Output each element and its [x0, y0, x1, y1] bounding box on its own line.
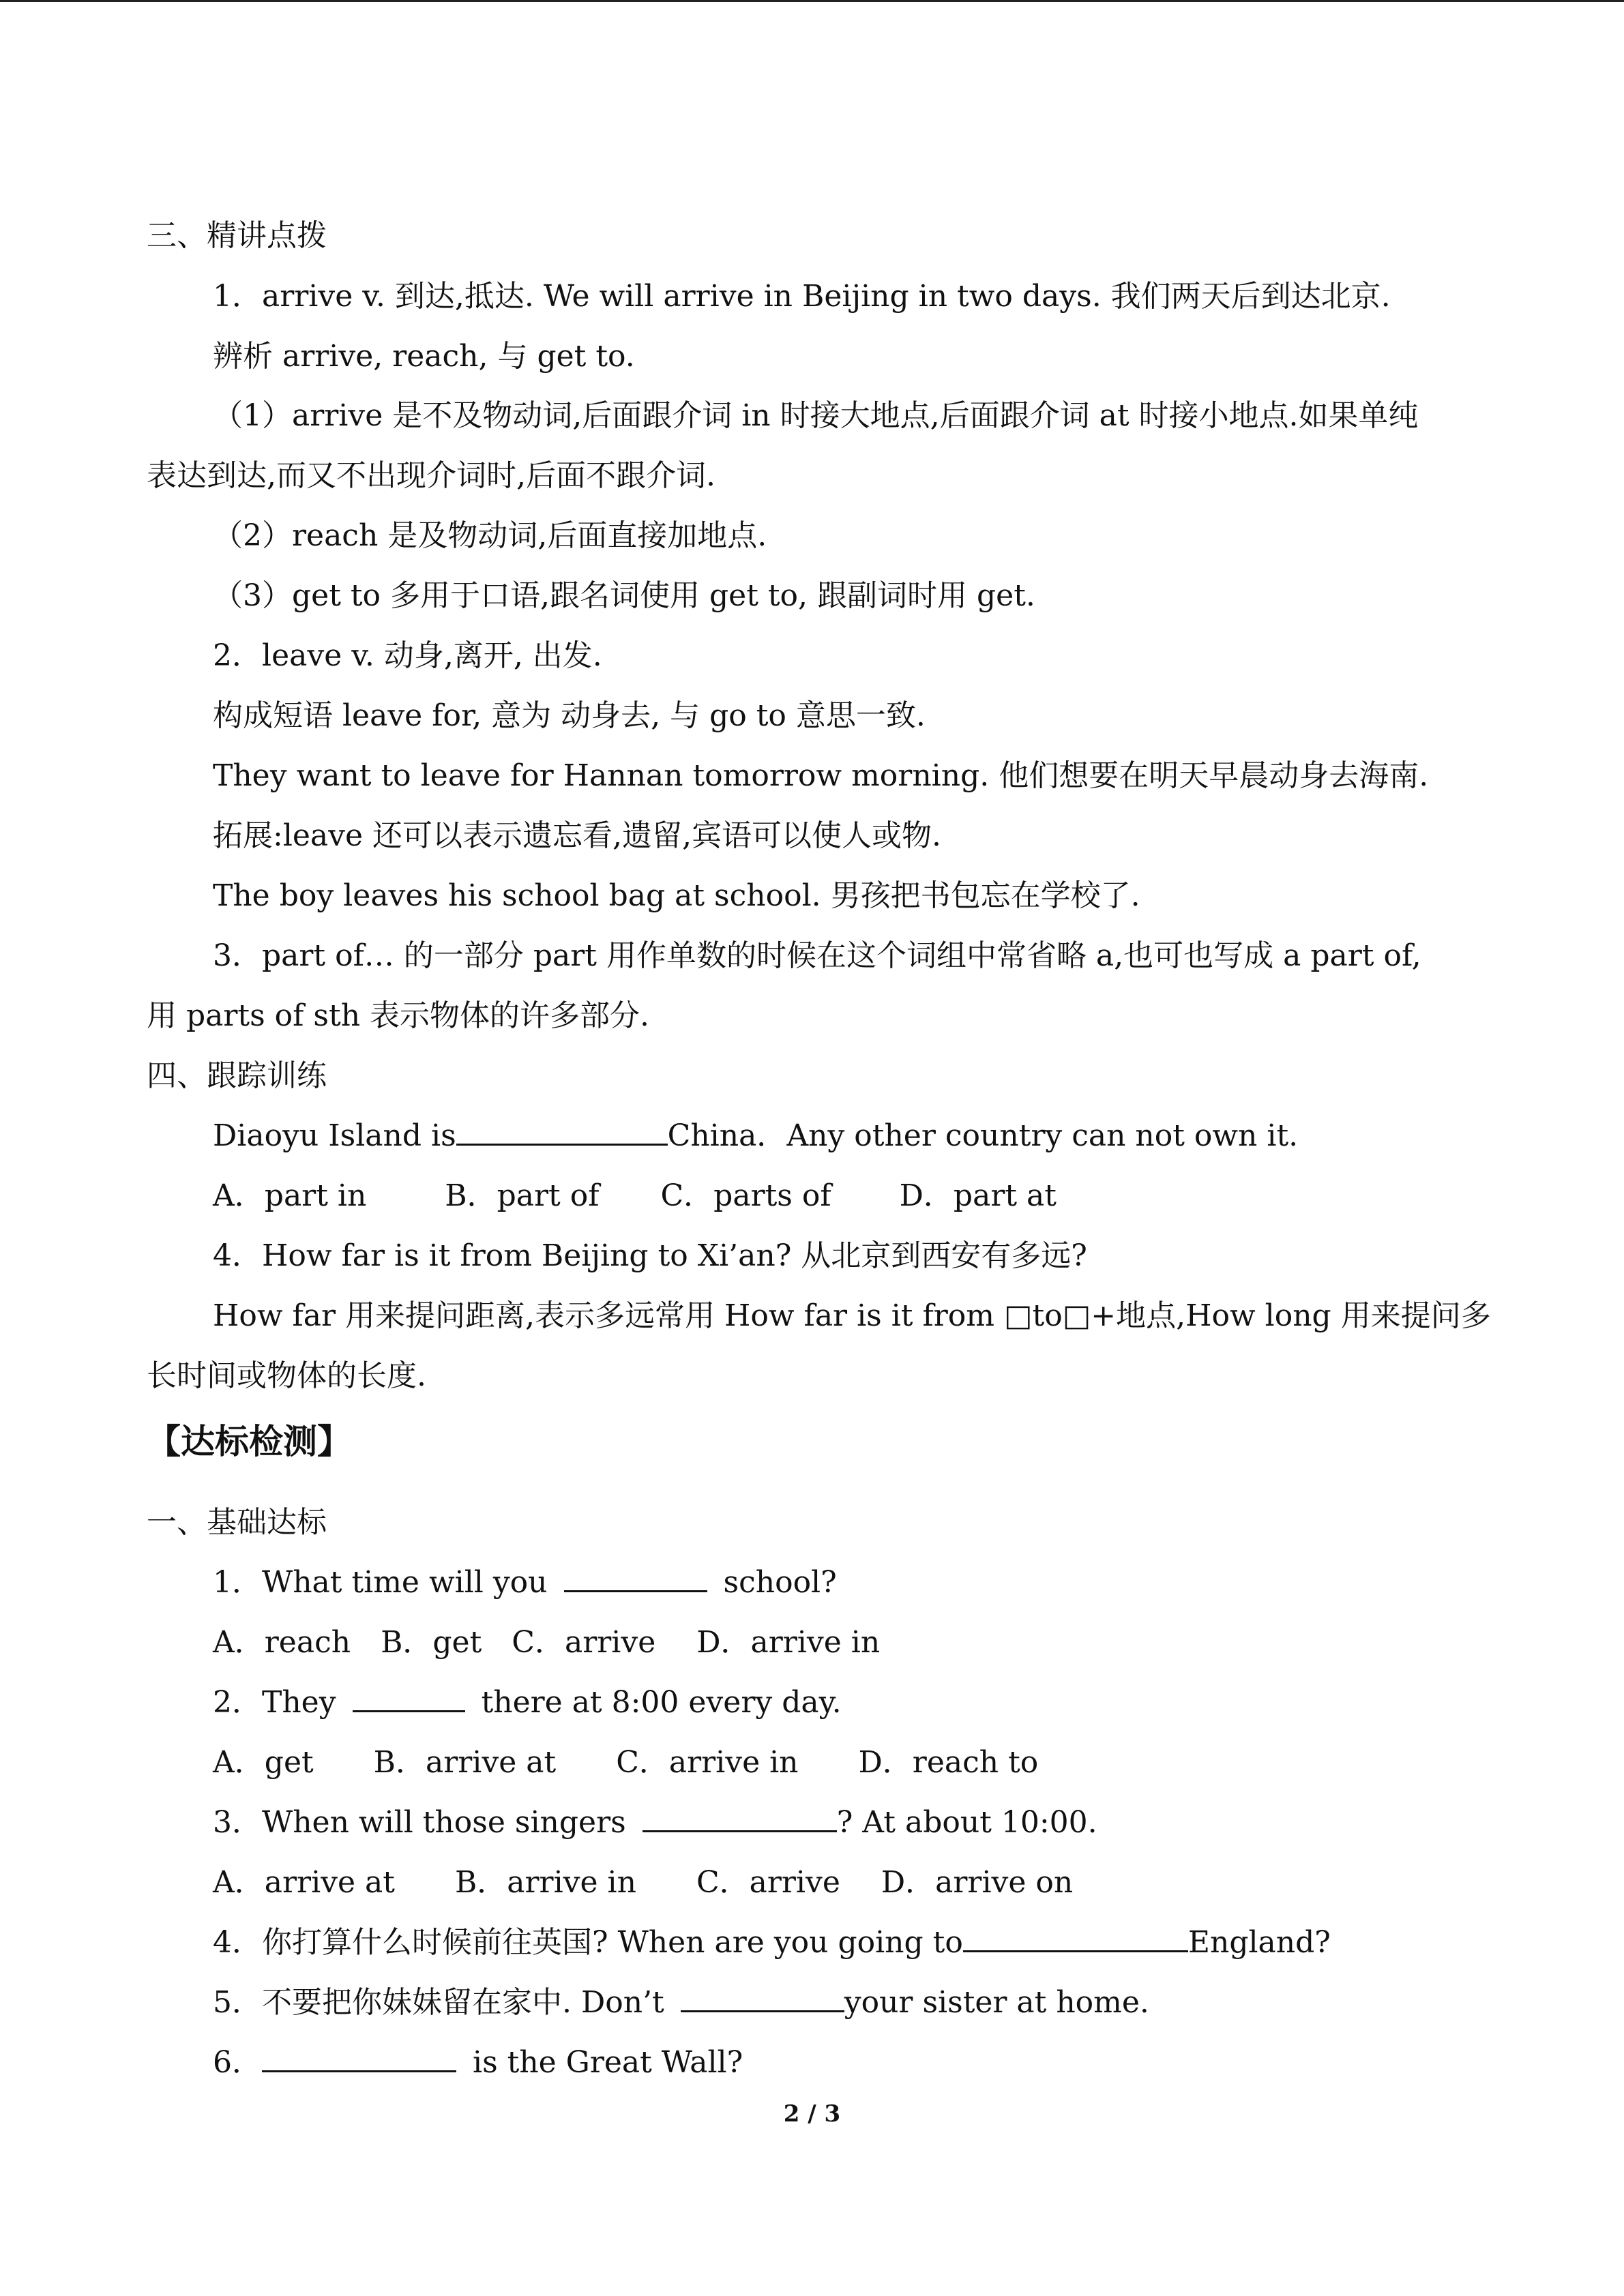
- section3-example1: They want to leave for Hannan tomorrow morning. 他们想要在明天早晨动身去海南.: [213, 758, 1429, 793]
- question-5-text: 5．不要把你妹妹留在家中. Don’t: [213, 1985, 664, 2020]
- option-d: D．arrive in: [696, 1625, 881, 1660]
- section3-phrase: 构成短语 leave for, 意为 动身去, 与 go to 意思一致.: [213, 698, 926, 733]
- answer-blank[interactable]: [963, 1923, 1188, 1952]
- option-b: B．part of: [445, 1178, 600, 1213]
- answer-blank[interactable]: [353, 1683, 465, 1712]
- section4-item4: 4．How far is it from Beijing to Xi’an? 从北京到西安有多远?: [213, 1238, 1087, 1273]
- option-b: B．get: [381, 1625, 482, 1660]
- section3-example2: The boy leaves his school bag at school. 男孩把书包忘在学校了.: [213, 878, 1140, 913]
- answer-blank[interactable]: [681, 1983, 844, 2012]
- question-6: [213, 2042, 743, 2083]
- section3-item3-line1: 3．part of… 的一部分 part 用作单数的时候在这个词组中常省略 a,也可也写成 a part of,: [213, 938, 1421, 973]
- option-a: A．reach: [213, 1625, 351, 1660]
- section4-item4-note-line2: 长时间或物体的长度.: [147, 1358, 426, 1393]
- section3-item2: 2．leave v. 动身,离开, 出发.: [213, 638, 602, 673]
- option-a: A．part in: [213, 1178, 367, 1213]
- option-d: D．arrive on: [881, 1865, 1074, 1900]
- answer-blank[interactable]: [643, 1803, 837, 1832]
- question-3-text: 3．When will those singers: [213, 1805, 626, 1840]
- question-4-end: England?: [1187, 1925, 1331, 1960]
- basic-title: 一、基础达标: [147, 1505, 327, 1540]
- section4-question-end: China．Any other country can not own it.: [667, 1118, 1299, 1153]
- question-6-text: 6．: [213, 2045, 262, 2080]
- option-d: D．reach to: [858, 1745, 1039, 1780]
- answer-blank[interactable]: [456, 1116, 668, 1146]
- question-2-text: 2．They: [213, 1685, 336, 1720]
- section3-item1: 1．arrive v. 到达,抵达. We will arrive in Beijing in two days. 我们两天后到达北京.: [213, 279, 1391, 314]
- option-b: B．arrive in: [454, 1865, 636, 1900]
- question-1: [213, 1562, 837, 1603]
- section4-question-start: Diaoyu Island is: [213, 1118, 456, 1153]
- check-heading: 【达标检测】: [147, 1422, 351, 1461]
- answer-blank[interactable]: [262, 2043, 456, 2072]
- question-2: [213, 1682, 842, 1723]
- question-4-text: 4．你打算什么时候前往英国? When are you going to: [213, 1925, 963, 1960]
- section4-title: 四、跟踪训练: [147, 1058, 327, 1093]
- option-a: A．get: [213, 1745, 314, 1780]
- question-1-options: [213, 1622, 921, 1663]
- question-3-options: [213, 1862, 1114, 1903]
- section3-point2: （2）reach 是及物动词,后面直接加地点.: [213, 518, 767, 553]
- section4-question: [213, 1116, 1298, 1157]
- section3-extend: 拓展:leave 还可以表示遗忘看,遗留,宾语可以使人或物.: [213, 818, 942, 853]
- question-5-end: your sister at home.: [844, 1985, 1149, 2020]
- question-1-text: 1．What time will you: [213, 1565, 548, 1600]
- section4-options: [213, 1176, 1097, 1217]
- question-3-end: ? At about 10:00.: [836, 1805, 1097, 1840]
- option-a: A．arrive at: [213, 1865, 395, 1900]
- question-3: [213, 1802, 1097, 1843]
- question-6-end: is the Great Wall?: [473, 2045, 743, 2080]
- question-5: [213, 1982, 1149, 2023]
- section4-item4-note-line1: How far 用来提问距离,表示多远常用 How far is it from □to□+地点,How long 用来提问多: [213, 1298, 1491, 1333]
- answer-blank[interactable]: [564, 1563, 707, 1592]
- question-1-end: school?: [723, 1565, 837, 1600]
- page-top-rule: [0, 0, 1624, 2]
- section3-analysis: 辨析 arrive, reach, 与 get to.: [213, 339, 635, 374]
- section3-item3-line2: 用 parts of sth 表示物体的许多部分.: [147, 998, 649, 1033]
- page-number: 2 / 3: [783, 2100, 841, 2128]
- option-c: C．arrive: [512, 1625, 656, 1660]
- question-4: [213, 1922, 1331, 1963]
- question-2-options: [213, 1742, 1079, 1783]
- question-2-end: there at 8:00 every day.: [481, 1685, 842, 1720]
- option-b: B．arrive at: [373, 1745, 557, 1780]
- section3-point1-line2: 表达到达,而又不出现介词时,后面不跟介词.: [147, 458, 715, 493]
- option-d: D．part at: [899, 1178, 1057, 1213]
- option-c: C．arrive in: [616, 1745, 799, 1780]
- section3-point3: （3）get to 多用于口语,跟名词使用 get to, 跟副词时用 get.: [213, 578, 1035, 613]
- option-c: C．parts of: [660, 1178, 831, 1213]
- section3-title: 三、精讲点拨: [147, 218, 327, 253]
- option-c: C．arrive: [696, 1865, 840, 1900]
- section3-point1-line1: （1）arrive 是不及物动词,后面跟介词 in 时接大地点,后面跟介词 at 时接小地点.如果单纯: [213, 398, 1419, 433]
